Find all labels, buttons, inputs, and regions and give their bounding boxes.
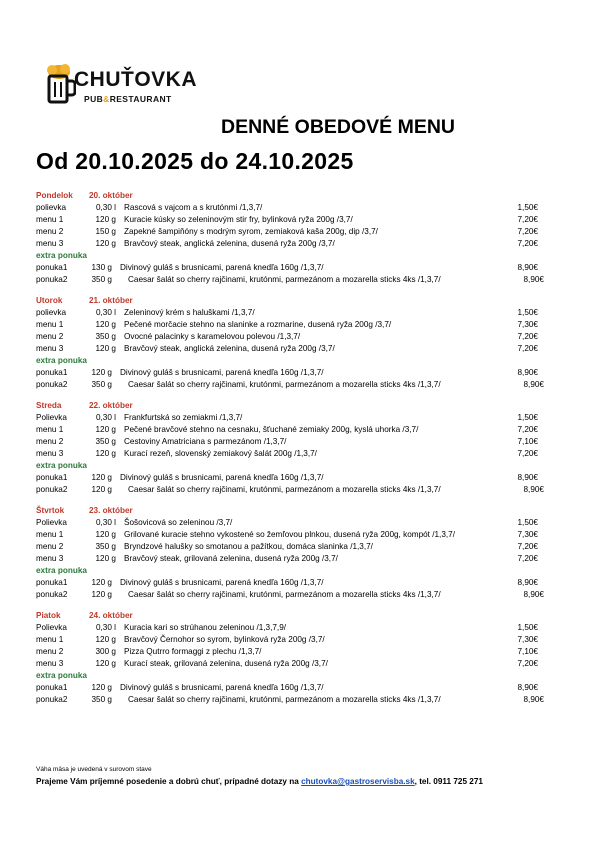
item-description: Grilované kuracie stehno vykostené so žemľovou plnkou, dusená ryža 200g, kompót /1,3,7/	[124, 530, 455, 539]
extra-offer-label: extra ponuka	[36, 356, 87, 365]
item-weight: 150 g	[95, 227, 116, 236]
item-description: Pečené bravčové stehno na cesnaku, šťuchané zemiaky 200g, kyslá uhorka /3,7/	[124, 425, 419, 434]
item-weight: 120 g	[91, 368, 112, 377]
item-weight: 0,30 l	[95, 413, 116, 422]
item-description: Pizza Qutrro formaggi z plechu /1,3,7/	[124, 647, 262, 656]
item-description: Divinový guláš s brusnicami, parená knedľa 160g /1,3,7/	[120, 473, 324, 482]
item-price: 8,90€	[517, 263, 538, 272]
day-section	[36, 190, 546, 286]
day-name: Streda	[36, 401, 62, 410]
footer	[36, 777, 483, 786]
item-description: Divinový guláš s brusnicami, parená knedľa 160g /1,3,7/	[120, 263, 324, 272]
weight-note: Váha mäsa je uvedená v surovom stave	[36, 766, 152, 773]
menu-item-row	[36, 226, 546, 238]
item-price: 7,30€	[517, 320, 538, 329]
menu-item-row	[36, 331, 546, 343]
item-weight: 120 g	[95, 425, 116, 434]
weekly-menu	[36, 190, 546, 715]
item-description: Caesar šalát so cherry rajčinami, krutónmi, parmezánom a mozarella sticks 4ks /1,3,7/	[128, 695, 441, 704]
menu-item-row	[36, 436, 546, 448]
extra-item-row	[36, 484, 546, 496]
day-header	[36, 190, 546, 202]
item-price: 7,20€	[517, 554, 538, 563]
item-category: menu 1	[36, 320, 64, 329]
item-weight: 350 g	[95, 437, 116, 446]
day-header	[36, 505, 546, 517]
extra-offer-label: extra ponuka	[36, 461, 87, 470]
item-description: Bryndzové halušky so smotanou a pažítkou, domáca slaninka /1,3,7/	[124, 542, 373, 551]
day-date: 21. október	[89, 296, 133, 305]
item-weight: 120 g	[91, 590, 112, 599]
item-description: Zapekné šampiňóny s modrým syrom, zemiaková kaša 200g, dip /3,7/	[124, 227, 378, 236]
item-weight: 350 g	[95, 542, 116, 551]
item-description: Bravčový Černohor so syrom, bylinková ryža 200g /3,7/	[124, 635, 325, 644]
menu-item-row	[36, 238, 546, 250]
item-category: polievka	[36, 203, 67, 212]
item-description: Divinový guláš s brusnicami, parená knedľa 160g /1,3,7/	[120, 683, 324, 692]
item-price: 1,50€	[517, 308, 538, 317]
footer-phone: , tel. 0911 725 271	[414, 777, 483, 786]
item-weight: 350 g	[91, 380, 112, 389]
item-description: Šošovicová so zeleninou /3,7/	[124, 518, 233, 527]
item-category: menu 3	[36, 344, 64, 353]
menu-item-row	[36, 424, 546, 436]
item-category: ponuka1	[36, 578, 68, 587]
item-weight: 120 g	[95, 239, 116, 248]
item-category: menu 3	[36, 449, 64, 458]
item-price: 7,20€	[517, 227, 538, 236]
extra-item-row	[36, 379, 546, 391]
item-price: 7,20€	[517, 215, 538, 224]
item-price: 8,90€	[517, 368, 538, 377]
menu-item-row	[36, 646, 546, 658]
item-description: Ovocné palacinky s karamelovou polevou /1,3,7/	[124, 332, 301, 341]
item-category: Polievka	[36, 623, 67, 632]
item-price: 7,20€	[517, 344, 538, 353]
item-weight: 120 g	[91, 578, 112, 587]
day-date: 24. október	[89, 611, 133, 620]
logo-subtitle	[84, 94, 172, 104]
day-name: Utorok	[36, 296, 63, 305]
extra-offer-label: extra ponuka	[36, 251, 87, 260]
menu-item-row	[36, 541, 546, 553]
item-price: 7,30€	[517, 530, 538, 539]
item-weight: 120 g	[95, 344, 116, 353]
item-price: 7,10€	[517, 647, 538, 656]
item-description: Kurací rezeň, slovenský zemiakový šalát 200g /1,3,7/	[124, 449, 317, 458]
item-category: menu 2	[36, 227, 64, 236]
menu-item-row	[36, 517, 546, 529]
item-weight: 120 g	[95, 320, 116, 329]
menu-item-row	[36, 553, 546, 565]
item-weight: 120 g	[91, 485, 112, 494]
menu-item-row	[36, 448, 546, 460]
item-description: Caesar šalát so cherry rajčinami, krutónmi, parmezánom a mozarella sticks 4ks /1,3,7/	[128, 590, 441, 599]
item-price: 1,50€	[517, 518, 538, 527]
logo-subtitle-amp: &	[103, 94, 110, 104]
beer-mug-icon	[46, 64, 76, 108]
item-price: 7,20€	[517, 542, 538, 551]
item-category: ponuka1	[36, 368, 68, 377]
item-category: ponuka2	[36, 380, 68, 389]
item-description: Bravčový steak, anglická zelenina, dusená ryža 200g /3,7/	[124, 344, 335, 353]
item-category: menu 1	[36, 215, 64, 224]
item-description: Pečené morčacie stehno na slaninke a rozmarine, dusená ryža 200g /3,7/	[124, 320, 392, 329]
item-weight: 0,30 l	[95, 203, 116, 212]
item-price: 7,20€	[517, 659, 538, 668]
menu-item-row	[36, 634, 546, 646]
item-category: menu 2	[36, 647, 64, 656]
item-category: ponuka2	[36, 695, 68, 704]
logo-subtitle-right: RESTAURANT	[109, 94, 172, 104]
item-weight: 120 g	[95, 554, 116, 563]
item-category: ponuka1	[36, 683, 68, 692]
item-category: polievka	[36, 308, 67, 317]
item-price: 7,20€	[517, 425, 538, 434]
extra-item-row	[36, 274, 546, 286]
item-weight: 130 g	[91, 263, 112, 272]
item-price: 8,90€	[523, 485, 544, 494]
item-price: 8,90€	[517, 473, 538, 482]
item-price: 1,50€	[517, 203, 538, 212]
item-category: menu 3	[36, 554, 64, 563]
email-link[interactable]: chutovka@gastroservisba.sk	[301, 777, 415, 786]
item-description: Bravčový steak, anglická zelenina, dusená ryža 200g /3,7/	[124, 239, 335, 248]
item-price: 8,90€	[523, 695, 544, 704]
logo-name: CHUŤOVKA	[74, 68, 197, 91]
extra-item-row	[36, 262, 546, 274]
item-category: ponuka2	[36, 275, 68, 284]
item-price: 7,20€	[517, 449, 538, 458]
day-date: 23. október	[89, 506, 133, 515]
extra-item-row	[36, 694, 546, 706]
menu-item-row	[36, 412, 546, 424]
item-weight: 120 g	[91, 473, 112, 482]
item-weight: 120 g	[95, 635, 116, 644]
item-description: Caesar šalát so cherry rajčinami, krutónmi, parmezánom a mozarella sticks 4ks /1,3,7/	[128, 275, 441, 284]
day-date: 22. október	[89, 401, 133, 410]
item-description: Kuracia kari so strúhanou zeleninou /1,3,7,9/	[124, 623, 287, 632]
extra-item-row	[36, 589, 546, 601]
extra-item-row	[36, 682, 546, 694]
item-description: Kurací steak, grilovaná zelenina, dusená ryža 200g /3,7/	[124, 659, 328, 668]
item-price: 8,90€	[523, 590, 544, 599]
item-weight: 120 g	[95, 659, 116, 668]
menu-item-row	[36, 319, 546, 331]
date-range: Od 20.10.2025 do 24.10.2025	[36, 148, 354, 174]
extra-item-row	[36, 367, 546, 379]
item-price: 7,20€	[517, 332, 538, 341]
item-price: 1,50€	[517, 413, 538, 422]
menu-item-row	[36, 343, 546, 355]
extra-item-row	[36, 577, 546, 589]
day-header	[36, 610, 546, 622]
logo	[46, 62, 197, 112]
item-category: ponuka1	[36, 473, 68, 482]
item-description: Frankfurtská so zemiakmi /1,3,7/	[124, 413, 243, 422]
item-description: Cestoviny Amatriciana s parmezánom /1,3,7/	[124, 437, 287, 446]
item-category: menu 2	[36, 542, 64, 551]
item-weight: 120 g	[95, 530, 116, 539]
item-category: menu 1	[36, 425, 64, 434]
item-description: Zeleninový krém s haluškami /1,3,7/	[124, 308, 255, 317]
day-header	[36, 400, 546, 412]
item-description: Divinový guláš s brusnicami, parená knedľa 160g /1,3,7/	[120, 578, 324, 587]
day-name: Piatok	[36, 611, 61, 620]
item-description: Caesar šalát so cherry rajčinami, krutónmi, parmezánom a mozarella sticks 4ks /1,3,7/	[128, 380, 441, 389]
item-category: Polievka	[36, 518, 67, 527]
item-category: menu 2	[36, 437, 64, 446]
item-weight: 120 g	[95, 215, 116, 224]
day-name: Pondelok	[36, 191, 73, 200]
item-weight: 0,30 l	[95, 518, 116, 527]
item-price: 8,90€	[523, 275, 544, 284]
item-weight: 120 g	[95, 449, 116, 458]
item-description: Kuracie kúsky so zeleninovým stir fry, bylinková ryža 200g /3,7/	[124, 215, 353, 224]
item-price: 7,10€	[517, 437, 538, 446]
item-weight: 0,30 l	[95, 623, 116, 632]
day-section	[36, 400, 546, 496]
extra-offer-label: extra ponuka	[36, 671, 87, 680]
item-price: 8,90€	[517, 578, 538, 587]
item-description: Rascová s vajcom a s krutónmi /1,3,7/	[124, 203, 263, 212]
menu-item-row	[36, 202, 546, 214]
logo-subtitle-left: PUB	[84, 94, 104, 104]
item-price: 1,50€	[517, 623, 538, 632]
day-name: Štvrtok	[36, 506, 65, 515]
menu-item-row	[36, 622, 546, 634]
day-date: 20. október	[89, 191, 133, 200]
item-category: ponuka2	[36, 590, 68, 599]
day-section	[36, 505, 546, 601]
item-category: menu 3	[36, 239, 64, 248]
item-price: 8,90€	[523, 380, 544, 389]
item-category: menu 3	[36, 659, 64, 668]
day-header	[36, 295, 546, 307]
item-weight: 350 g	[91, 275, 112, 284]
item-weight: 300 g	[95, 647, 116, 656]
item-category: menu 1	[36, 635, 64, 644]
extra-offer-label: extra ponuka	[36, 566, 87, 575]
item-price: 7,30€	[517, 635, 538, 644]
item-category: Polievka	[36, 413, 67, 422]
menu-item-row	[36, 307, 546, 319]
item-price: 8,90€	[517, 683, 538, 692]
item-category: ponuka2	[36, 485, 68, 494]
menu-item-row	[36, 529, 546, 541]
day-section	[36, 610, 546, 706]
item-weight: 350 g	[95, 332, 116, 341]
extra-item-row	[36, 472, 546, 484]
page-title: DENNÉ OBEDOVÉ MENU	[220, 116, 456, 138]
item-description: Divinový guláš s brusnicami, parená knedľa 160g /1,3,7/	[120, 368, 324, 377]
footer-text: Prajeme Vám príjemné posedenie a dobrú chuť, prípadné dotazy na	[36, 777, 302, 786]
day-section	[36, 295, 546, 391]
menu-item-row	[36, 658, 546, 670]
item-weight: 120 g	[91, 683, 112, 692]
item-category: ponuka1	[36, 263, 68, 272]
item-price: 7,20€	[517, 239, 538, 248]
item-category: menu 1	[36, 530, 64, 539]
item-category: menu 2	[36, 332, 64, 341]
item-description: Caesar šalát so cherry rajčinami, krutónmi, parmezánom a mozarella sticks 4ks /1,3,7/	[128, 485, 441, 494]
menu-item-row	[36, 214, 546, 226]
item-description: Bravčový steak, grilovaná zelenina, dusená ryža 200g /3,7/	[124, 554, 338, 563]
item-weight: 350 g	[91, 695, 112, 704]
item-weight: 0,30 l	[95, 308, 116, 317]
